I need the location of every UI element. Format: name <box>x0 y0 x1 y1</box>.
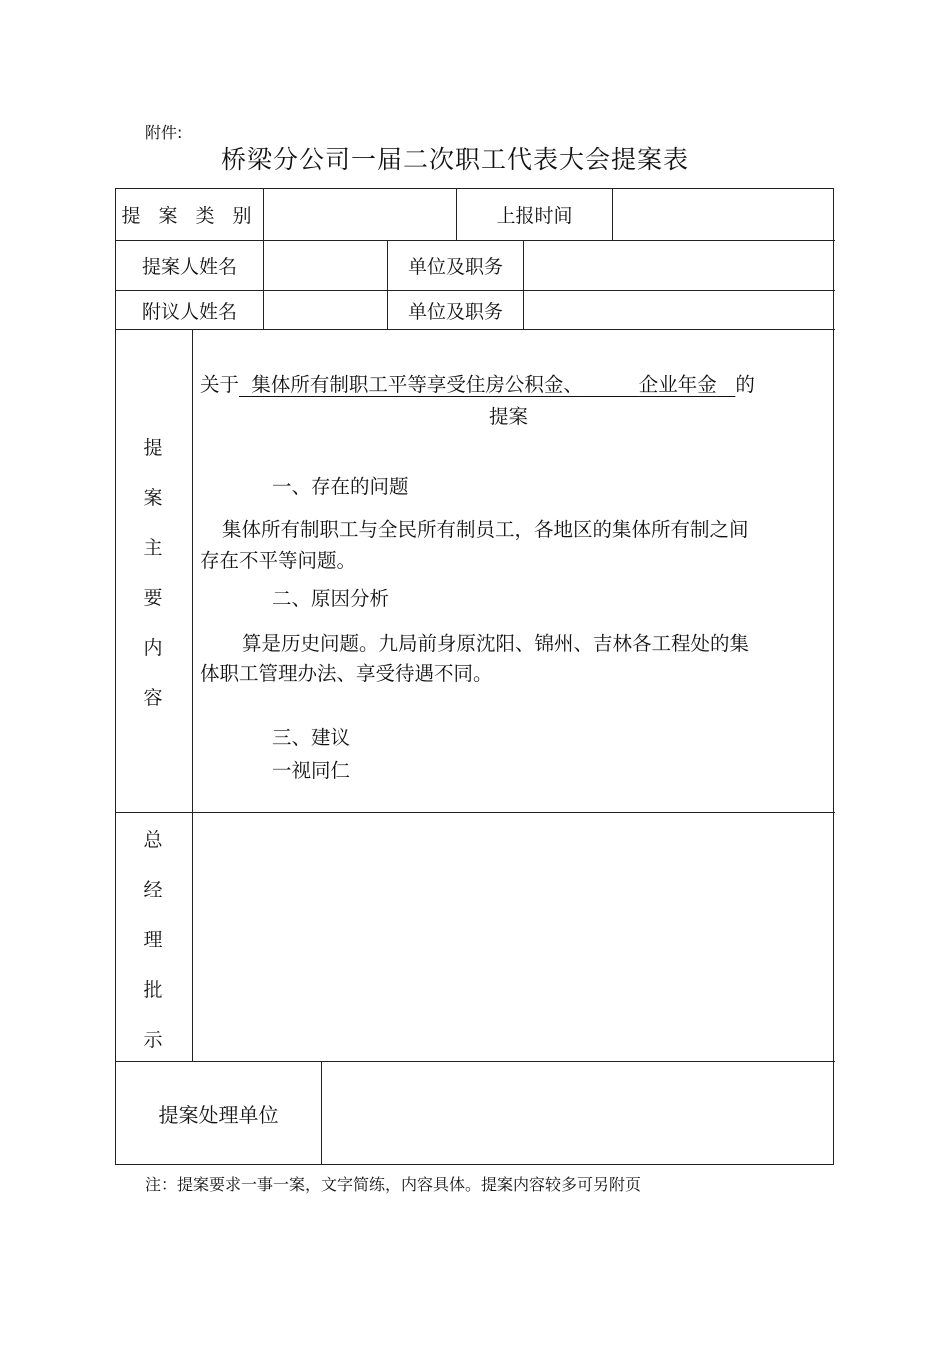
section-1-line-2: 存在不平等问题。 <box>200 549 357 572</box>
section-1-line-1: 集体所有制职工与全民所有制员工，各地区的集体所有制之间 <box>222 518 749 541</box>
subject-part-2: 企业年金 <box>638 373 717 396</box>
side-label-char: 经 <box>143 879 163 901</box>
section-3-heading: 三、建议 <box>272 726 351 749</box>
subject-suffix: 的 <box>735 373 755 396</box>
main-content-side-label <box>138 433 168 733</box>
side-label-char: 提 <box>143 437 163 459</box>
category-field[interactable] <box>264 189 456 240</box>
section-2-line-1: 算是历史问题。九局前身原沈阳、锦州、吉林各工程处的集 <box>242 632 750 655</box>
attachment-label: 附件: <box>145 123 183 142</box>
handling-unit-field[interactable] <box>322 1062 835 1165</box>
side-label-char: 要 <box>143 587 163 609</box>
side-label-char: 批 <box>143 979 163 1001</box>
side-label-char: 总 <box>143 829 163 851</box>
category-label: 提 案 类 别 <box>121 205 258 227</box>
seconder-unit-label: 单位及职务 <box>407 300 503 323</box>
seconder-field[interactable] <box>264 291 387 329</box>
subject-part-1: 集体所有制职工平等享受住房公积金、 <box>251 373 583 396</box>
seconder-label: 附议人姓名 <box>141 300 237 323</box>
report-time-field[interactable] <box>613 189 835 240</box>
approval-field[interactable] <box>193 813 835 1061</box>
handling-unit-label: 提案处理单位 <box>158 1103 279 1127</box>
side-label-char: 案 <box>143 487 163 509</box>
seconder-unit-field[interactable] <box>524 291 835 329</box>
subject-underlined <box>239 373 735 396</box>
proposer-unit-label: 单位及职务 <box>407 256 503 278</box>
side-label-char: 主 <box>143 537 163 559</box>
section-2-heading: 二、原因分析 <box>272 587 390 610</box>
subject-line-2: 提案 <box>489 405 529 428</box>
proposer-unit-field[interactable] <box>524 241 835 290</box>
side-label-char: 理 <box>143 929 163 951</box>
side-label-char: 容 <box>143 687 163 709</box>
proposal-form-table <box>115 188 834 1165</box>
report-time-label: 上报时间 <box>496 205 573 227</box>
proposer-label: 提案人姓名 <box>141 256 237 278</box>
row-divider <box>116 329 835 330</box>
side-label-char: 示 <box>143 1029 163 1051</box>
proposer-field[interactable] <box>264 241 387 290</box>
section-1-heading: 一、存在的问题 <box>272 475 409 498</box>
subject-prefix: 关于 <box>200 373 240 396</box>
subject-line-1 <box>200 369 755 397</box>
form-title: 桥梁分公司一届二次职工代表大会提案表 <box>220 145 689 174</box>
approval-side-label <box>138 825 168 1075</box>
side-label-char: 内 <box>143 637 163 659</box>
section-2-line-2: 体职工管理办法、享受待遇不同。 <box>200 662 493 685</box>
section-3-line-1: 一视同仁 <box>272 759 351 782</box>
footnote: 注：提案要求一事一案，文字简练，内容具体。提案内容较多可另附页 <box>145 1175 642 1194</box>
